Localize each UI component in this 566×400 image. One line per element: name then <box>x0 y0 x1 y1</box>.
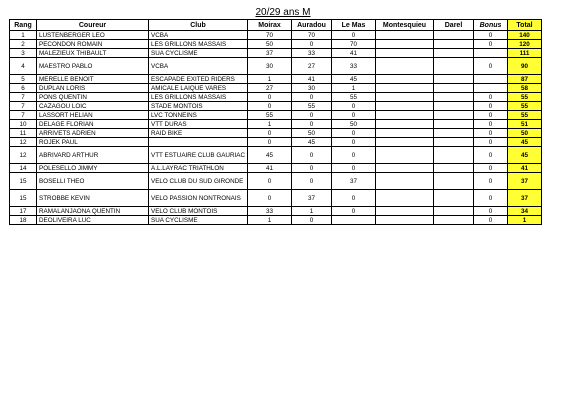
club-cell: LVC TONNEINS <box>149 111 248 120</box>
club-cell: AMICALE LAIQUE VARES <box>149 84 248 93</box>
table-row <box>10 190 542 207</box>
header-le-mas: Le Mas <box>332 20 376 31</box>
header-club: Club <box>149 20 248 31</box>
bonus-cell: 0 <box>474 164 508 173</box>
total-cell: 87 <box>508 75 542 84</box>
club-cell: VTT DURAS <box>149 120 248 129</box>
moirax-points-cell: 37 <box>248 49 292 58</box>
darel-points-cell <box>434 49 474 58</box>
darel-points-cell <box>434 216 474 225</box>
auradou-points-cell: 45 <box>292 138 332 147</box>
rang-cell: 6 <box>10 84 37 93</box>
table-row <box>10 147 542 164</box>
table-row <box>10 207 542 216</box>
total-cell: 37 <box>508 173 542 190</box>
montesquieu-points-cell <box>376 120 434 129</box>
rider-name-cell: ARRIVETS ADRIEN <box>37 129 149 138</box>
montesquieu-points-cell <box>376 93 434 102</box>
moirax-points-cell: 33 <box>248 207 292 216</box>
rang-cell: 12 <box>10 138 37 147</box>
darel-points-cell <box>434 40 474 49</box>
results-table <box>9 19 542 225</box>
bonus-cell <box>474 75 508 84</box>
bonus-cell <box>474 49 508 58</box>
le-mas-points-cell: 0 <box>332 207 376 216</box>
bonus-cell: 0 <box>474 102 508 111</box>
rang-cell: 7 <box>10 111 37 120</box>
moirax-points-cell: 0 <box>248 190 292 207</box>
moirax-points-cell: 41 <box>248 164 292 173</box>
rang-cell: 7 <box>10 102 37 111</box>
le-mas-points-cell: 50 <box>332 120 376 129</box>
le-mas-points-cell: 70 <box>332 40 376 49</box>
club-cell: A.L.LAYRAC TRIATHLON <box>149 164 248 173</box>
club-cell <box>149 138 248 147</box>
table-row <box>10 93 542 102</box>
rider-name-cell: MERELLE BENOIT <box>37 75 149 84</box>
montesquieu-points-cell <box>376 138 434 147</box>
header-coureur: Coureur <box>37 20 149 31</box>
table-row <box>10 84 542 93</box>
rang-cell: 3 <box>10 49 37 58</box>
moirax-points-cell: 1 <box>248 75 292 84</box>
rang-cell: 14 <box>10 164 37 173</box>
total-cell: 45 <box>508 138 542 147</box>
table-row <box>10 49 542 58</box>
montesquieu-points-cell <box>376 31 434 40</box>
table-row <box>10 120 542 129</box>
club-cell: VCBA <box>149 31 248 40</box>
club-cell: VCBA <box>149 58 248 75</box>
le-mas-points-cell: 0 <box>332 111 376 120</box>
le-mas-points-cell: 0 <box>332 147 376 164</box>
club-cell: VTT ESTUAIRE CLUB GAURIAC <box>149 147 248 164</box>
le-mas-points-cell: 55 <box>332 93 376 102</box>
darel-points-cell <box>434 84 474 93</box>
le-mas-points-cell: 0 <box>332 190 376 207</box>
darel-points-cell <box>434 111 474 120</box>
rang-cell: 5 <box>10 75 37 84</box>
le-mas-points-cell: 0 <box>332 102 376 111</box>
rang-cell: 11 <box>10 129 37 138</box>
rider-name-cell: LASSORT HELIAN <box>37 111 149 120</box>
moirax-points-cell: 0 <box>248 102 292 111</box>
le-mas-points-cell: 0 <box>332 138 376 147</box>
montesquieu-points-cell <box>376 102 434 111</box>
montesquieu-points-cell <box>376 40 434 49</box>
moirax-points-cell: 1 <box>248 120 292 129</box>
bonus-cell: 0 <box>474 207 508 216</box>
montesquieu-points-cell <box>376 58 434 75</box>
auradou-points-cell: 33 <box>292 49 332 58</box>
total-cell: 55 <box>508 111 542 120</box>
table-row <box>10 58 542 75</box>
montesquieu-points-cell <box>376 84 434 93</box>
auradou-points-cell: 70 <box>292 31 332 40</box>
rider-name-cell: MALEZIEUX THIBAULT <box>37 49 149 58</box>
auradou-points-cell: 27 <box>292 58 332 75</box>
moirax-points-cell: 0 <box>248 129 292 138</box>
le-mas-points-cell: 41 <box>332 49 376 58</box>
club-cell: LES GRILLONS MASSAIS <box>149 40 248 49</box>
rider-name-cell: DELAGE FLORIAN <box>37 120 149 129</box>
bonus-cell: 0 <box>474 58 508 75</box>
auradou-points-cell: 0 <box>292 173 332 190</box>
club-cell: VELO CLUB DU SUD GIRONDE <box>149 173 248 190</box>
header-moirax: Moirax <box>248 20 292 31</box>
rang-cell: 10 <box>10 120 37 129</box>
bonus-cell: 0 <box>474 129 508 138</box>
club-cell: VELO PASSION NONTRONAIS <box>149 190 248 207</box>
table-row <box>10 111 542 120</box>
table-row <box>10 164 542 173</box>
montesquieu-points-cell <box>376 173 434 190</box>
rang-cell: 1 <box>10 31 37 40</box>
rider-name-cell: RAMALANJAONA QUENTIN <box>37 207 149 216</box>
club-cell: SUA CYCLISME <box>149 49 248 58</box>
le-mas-points-cell: 37 <box>332 173 376 190</box>
total-cell: 55 <box>508 102 542 111</box>
bonus-cell: 0 <box>474 111 508 120</box>
auradou-points-cell: 0 <box>292 120 332 129</box>
auradou-points-cell: 0 <box>292 216 332 225</box>
total-cell: 51 <box>508 120 542 129</box>
moirax-points-cell: 0 <box>248 138 292 147</box>
moirax-points-cell: 30 <box>248 58 292 75</box>
header-auradou: Auradou <box>292 20 332 31</box>
darel-points-cell <box>434 120 474 129</box>
montesquieu-points-cell <box>376 129 434 138</box>
total-cell: 90 <box>508 58 542 75</box>
darel-points-cell <box>434 147 474 164</box>
montesquieu-points-cell <box>376 164 434 173</box>
club-cell: STADE MONTOIS <box>149 102 248 111</box>
rang-cell: 7 <box>10 93 37 102</box>
rider-name-cell: BOSELLI THEO <box>37 173 149 190</box>
bonus-cell: 0 <box>474 190 508 207</box>
darel-points-cell <box>434 138 474 147</box>
bonus-cell: 0 <box>474 120 508 129</box>
montesquieu-points-cell <box>376 75 434 84</box>
bonus-cell <box>474 84 508 93</box>
table-row <box>10 173 542 190</box>
le-mas-points-cell: 45 <box>332 75 376 84</box>
le-mas-points-cell: 1 <box>332 84 376 93</box>
rang-cell: 18 <box>10 216 37 225</box>
header-total: Total <box>508 20 542 31</box>
moirax-points-cell: 45 <box>248 147 292 164</box>
rang-cell: 15 <box>10 173 37 190</box>
rang-cell: 2 <box>10 40 37 49</box>
rider-name-cell: CAZAGOU LOIC <box>37 102 149 111</box>
darel-points-cell <box>434 102 474 111</box>
table-row <box>10 75 542 84</box>
le-mas-points-cell <box>332 216 376 225</box>
montesquieu-points-cell <box>376 49 434 58</box>
montesquieu-points-cell <box>376 190 434 207</box>
total-cell: 41 <box>508 164 542 173</box>
club-cell: ESCAPADE EXITED RIDERS <box>149 75 248 84</box>
rider-name-cell: MAESTRO PABLO <box>37 58 149 75</box>
rang-cell: 4 <box>10 58 37 75</box>
table-row <box>10 129 542 138</box>
darel-points-cell <box>434 173 474 190</box>
bonus-cell: 0 <box>474 147 508 164</box>
page-title: 20/29 ans M <box>255 7 311 18</box>
total-cell: 140 <box>508 31 542 40</box>
le-mas-points-cell: 33 <box>332 58 376 75</box>
total-cell: 58 <box>508 84 542 93</box>
darel-points-cell <box>434 31 474 40</box>
club-cell: RAID BIKE <box>149 129 248 138</box>
bonus-cell: 0 <box>474 173 508 190</box>
club-cell: VELO CLUB MONTOIS <box>149 207 248 216</box>
darel-points-cell <box>434 164 474 173</box>
total-cell: 120 <box>508 40 542 49</box>
table-row <box>10 216 542 225</box>
darel-points-cell <box>434 129 474 138</box>
bonus-cell: 0 <box>474 216 508 225</box>
header-rang: Rang <box>10 20 37 31</box>
auradou-points-cell: 0 <box>292 111 332 120</box>
montesquieu-points-cell <box>376 111 434 120</box>
rang-cell: 17 <box>10 207 37 216</box>
moirax-points-cell: 50 <box>248 40 292 49</box>
moirax-points-cell: 55 <box>248 111 292 120</box>
montesquieu-points-cell <box>376 216 434 225</box>
moirax-points-cell: 0 <box>248 93 292 102</box>
rider-name-cell: DUPLAN LORIS <box>37 84 149 93</box>
rider-name-cell: POLESELLO JIMMY <box>37 164 149 173</box>
total-cell: 55 <box>508 93 542 102</box>
total-cell: 111 <box>508 49 542 58</box>
club-cell: SUA CYCLISME <box>149 216 248 225</box>
total-cell: 37 <box>508 190 542 207</box>
le-mas-points-cell: 0 <box>332 164 376 173</box>
rider-name-cell: ROJEK PAUL <box>37 138 149 147</box>
table-row <box>10 40 542 49</box>
header-montesquieu: Montesquieu <box>376 20 434 31</box>
table-row <box>10 138 542 147</box>
bonus-cell: 0 <box>474 138 508 147</box>
header-row <box>10 20 542 31</box>
total-cell: 34 <box>508 207 542 216</box>
total-cell: 50 <box>508 129 542 138</box>
auradou-points-cell: 0 <box>292 40 332 49</box>
darel-points-cell <box>434 93 474 102</box>
rang-cell: 15 <box>10 190 37 207</box>
club-cell: LES GRILLONS MASSAIS <box>149 93 248 102</box>
rider-name-cell: PECONDON ROMAIN <box>37 40 149 49</box>
auradou-points-cell: 0 <box>292 93 332 102</box>
rider-name-cell: LUSTENBERGER LEO <box>37 31 149 40</box>
auradou-points-cell: 0 <box>292 147 332 164</box>
darel-points-cell <box>434 58 474 75</box>
bonus-cell: 0 <box>474 93 508 102</box>
auradou-points-cell: 50 <box>292 129 332 138</box>
auradou-points-cell: 41 <box>292 75 332 84</box>
bonus-cell: 0 <box>474 40 508 49</box>
moirax-points-cell: 70 <box>248 31 292 40</box>
darel-points-cell <box>434 75 474 84</box>
le-mas-points-cell: 0 <box>332 31 376 40</box>
bonus-cell: 0 <box>474 31 508 40</box>
darel-points-cell <box>434 207 474 216</box>
darel-points-cell <box>434 190 474 207</box>
auradou-points-cell: 0 <box>292 164 332 173</box>
moirax-points-cell: 1 <box>248 216 292 225</box>
montesquieu-points-cell <box>376 207 434 216</box>
montesquieu-points-cell <box>376 147 434 164</box>
auradou-points-cell: 37 <box>292 190 332 207</box>
moirax-points-cell: 0 <box>248 173 292 190</box>
table-row <box>10 31 542 40</box>
rider-name-cell: STROBBE KEVIN <box>37 190 149 207</box>
auradou-points-cell: 1 <box>292 207 332 216</box>
rider-name-cell: DEOLIVEIRA LUC <box>37 216 149 225</box>
header-bonus: Bonus <box>474 20 508 31</box>
total-cell: 1 <box>508 216 542 225</box>
rang-cell: 12 <box>10 147 37 164</box>
header-darel: Darel <box>434 20 474 31</box>
le-mas-points-cell: 0 <box>332 129 376 138</box>
total-cell: 45 <box>508 147 542 164</box>
results-body <box>10 31 542 225</box>
rider-name-cell: ABRIVARD ARTHUR <box>37 147 149 164</box>
table-row <box>10 102 542 111</box>
auradou-points-cell: 55 <box>292 102 332 111</box>
moirax-points-cell: 27 <box>248 84 292 93</box>
auradou-points-cell: 30 <box>292 84 332 93</box>
rider-name-cell: PONS QUENTIN <box>37 93 149 102</box>
